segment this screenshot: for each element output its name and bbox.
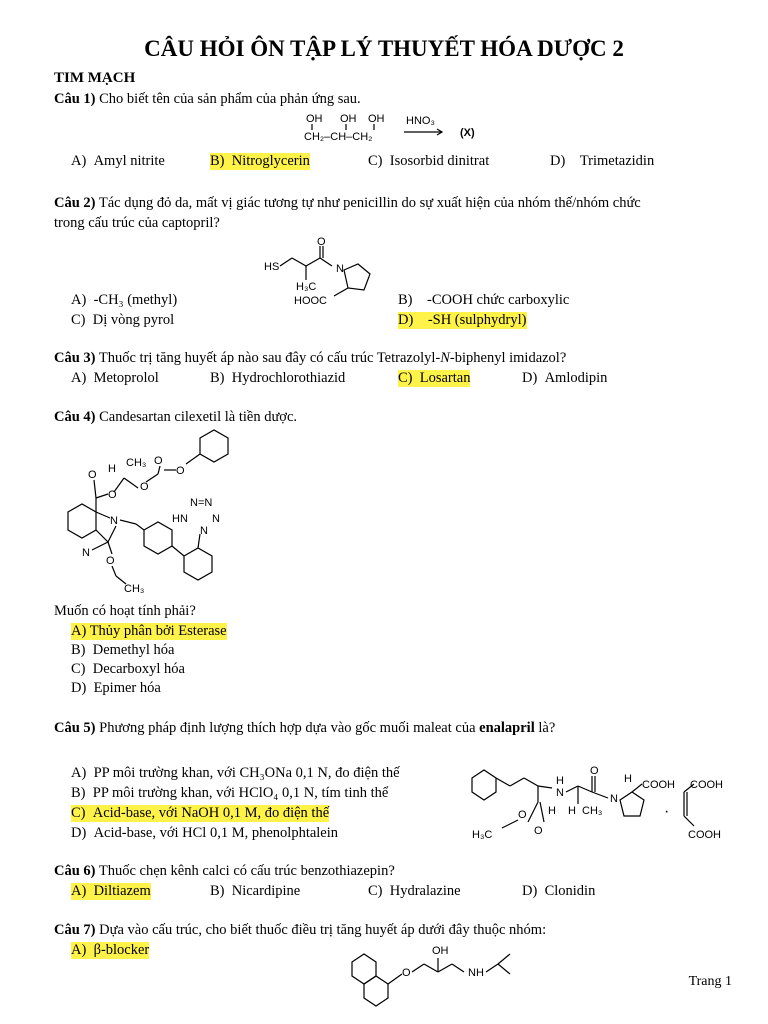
ch3-label: CH₃	[126, 457, 147, 469]
question-text: Dựa vào cấu trúc, cho biết thuốc điều trị tăng huyết áp dưới đây thuộc nhóm:	[99, 922, 547, 938]
o-label: O	[317, 236, 326, 248]
candesartan-cilexetil-structure	[54, 426, 234, 598]
question-4	[54, 409, 297, 426]
h-label: H	[568, 805, 576, 817]
question-6	[54, 863, 395, 880]
o-label: O	[108, 489, 117, 501]
hn-label: HN	[172, 513, 188, 525]
option-b[interactable]: B) PP môi trường khan, với HClO₄ 0,1 N, tím tinh thể	[71, 785, 389, 801]
question-7	[54, 922, 546, 939]
h-label: H	[556, 775, 564, 787]
o-label: O	[140, 481, 149, 493]
question-5: Câu 5) Phương pháp định lượng thích hợp dựa vào gốc muối maleat của enalapril là?	[54, 720, 556, 736]
cooh-label: HOOC	[294, 295, 327, 307]
option-c[interactable]: C) Dị vòng pyrol	[71, 312, 175, 328]
o-label: O	[534, 825, 543, 837]
n-label: N	[110, 515, 118, 527]
o-label: O	[106, 555, 115, 567]
option-a[interactable]: A) -CH₃ (methyl)	[71, 292, 178, 308]
question-label: Câu 1)	[54, 91, 96, 107]
option-a[interactable]: A) β-blocker	[71, 942, 150, 958]
section-heading: TIM MẠCH	[54, 70, 136, 86]
ch3-label: CH₃	[582, 805, 603, 817]
option-a[interactable]: A) Thủy phân bởi Esterase	[71, 623, 227, 639]
tetrazole-label: N=N	[190, 497, 213, 509]
option-d[interactable]: D) -SH (sulphydryl)	[398, 312, 527, 328]
question-label: Câu 2)	[54, 195, 96, 211]
n-label: N	[200, 525, 208, 537]
option-b[interactable]: B) Demethyl hóa	[71, 642, 175, 658]
option-b[interactable]: B) -COOH chức carboxylic	[398, 292, 570, 308]
nitroglycerin-reaction-scheme	[300, 110, 500, 146]
question-text: Cho biết tên của sản phẩm của phản ứng sau.	[99, 91, 361, 107]
oh-label: OH	[432, 945, 449, 957]
question-label: Câu 7)	[54, 922, 96, 938]
question-label: Câu 6)	[54, 863, 96, 879]
option-c[interactable]: C) Hydralazine	[368, 883, 461, 899]
o-label: O	[518, 809, 527, 821]
h-label: H	[624, 773, 632, 785]
option-d[interactable]: D) Clonidin	[522, 883, 596, 899]
question-1	[54, 91, 361, 108]
option-a[interactable]: A) Metoprolol	[71, 370, 159, 386]
captopril-structure	[262, 234, 392, 308]
question-label: Câu 4)	[54, 409, 96, 425]
option-c[interactable]: C) Isosorbid dinitrat	[368, 153, 490, 169]
h-label: H	[548, 805, 556, 817]
question-2	[54, 195, 641, 212]
option-a[interactable]: A) PP môi trường khan, với CH₃ONa 0,1 N, đo điện thế	[71, 765, 400, 781]
question-label: Câu 3)	[54, 350, 96, 366]
n-label: N	[82, 547, 90, 559]
question-4-prompt: Muốn có hoạt tính phải?	[54, 603, 196, 619]
n-label: N	[212, 513, 220, 525]
question-text: Tác dụng đỏ da, mất vị giác tương tự như penicillin do sự xuất hiện của nhóm thế/nhóm chức	[98, 195, 641, 211]
question-3: Câu 3) Thuốc trị tăng huyết áp nào sau đây có cấu trúc Tetrazolyl-N-biphenyl imidazol?	[54, 350, 567, 366]
o-label: O	[88, 469, 97, 481]
question-text-cont: trong cấu trúc của captopril?	[54, 215, 220, 231]
cooh-label: COOH	[642, 779, 675, 791]
oh-label: OH	[306, 113, 323, 125]
oh-label: OH	[340, 113, 357, 125]
ch3-label: H₃C	[296, 281, 317, 293]
cooh-label: COOH	[688, 829, 721, 841]
question-label: Câu 5)	[54, 720, 96, 736]
n-label: N	[336, 263, 344, 275]
question-text: Phương pháp định lượng thích hợp dựa vào gốc muối maleat của	[99, 720, 480, 736]
sh-label: HS	[264, 261, 280, 273]
salt-dot: ·	[664, 803, 670, 820]
option-b[interactable]: B) Nitroglycerin	[210, 153, 310, 169]
n-label: N	[556, 787, 564, 799]
option-c[interactable]: C) Losartan	[398, 370, 471, 386]
cooh-label: COOH	[690, 779, 723, 791]
option-c[interactable]: C) Acid-base, với NaOH 0,1 M, đo điện thế	[71, 805, 330, 821]
option-a[interactable]: A) Diltiazem	[71, 883, 151, 899]
o-label: O	[402, 967, 411, 979]
propranolol-structure	[344, 940, 524, 1010]
question-text: Thuốc trị tăng huyết áp nào sau đây có cấu trúc Tetrazolyl-	[98, 350, 441, 366]
reagent-label: HNO₃	[406, 115, 435, 127]
oh-label: OH	[368, 113, 385, 125]
option-d[interactable]: D) Trimetazidin	[550, 153, 655, 169]
enalapril-maleate-structure	[464, 762, 744, 844]
question-text: Thuốc chẹn kênh calci có cấu trúc benzothiazepin?	[98, 863, 395, 879]
page-number: Trang 1	[688, 974, 732, 989]
option-d[interactable]: D) Epimer hóa	[71, 680, 161, 696]
option-b[interactable]: B) Hydrochlorothiazid	[210, 370, 346, 386]
o-label: O	[590, 765, 599, 777]
page-title: CÂU HỎI ÔN TẬP LÝ THUYẾT HÓA DƯỢC 2	[144, 36, 624, 61]
option-b[interactable]: B) Nicardipine	[210, 883, 301, 899]
nh-label: NH	[468, 967, 484, 979]
o-label: O	[176, 465, 185, 477]
option-d[interactable]: D) Amlodipin	[522, 370, 608, 386]
option-d[interactable]: D) Acid-base, với HCl 0,1 M, phenolphtalein	[71, 825, 339, 841]
n-label: N	[610, 793, 618, 805]
product-label: (X)	[460, 127, 475, 139]
h-label: H	[108, 463, 116, 475]
option-a[interactable]: A) Amyl nitrite	[71, 153, 165, 169]
o-label: O	[154, 455, 163, 467]
ch3-label: CH₃	[124, 583, 145, 595]
h3c-label: H₃C	[472, 829, 493, 841]
question-text: Candesartan cilexetil là tiền dược.	[99, 409, 298, 425]
option-c[interactable]: C) Decarboxyl hóa	[71, 661, 185, 677]
glycerol-chain: CH₂–CH–CH₂	[304, 131, 373, 143]
